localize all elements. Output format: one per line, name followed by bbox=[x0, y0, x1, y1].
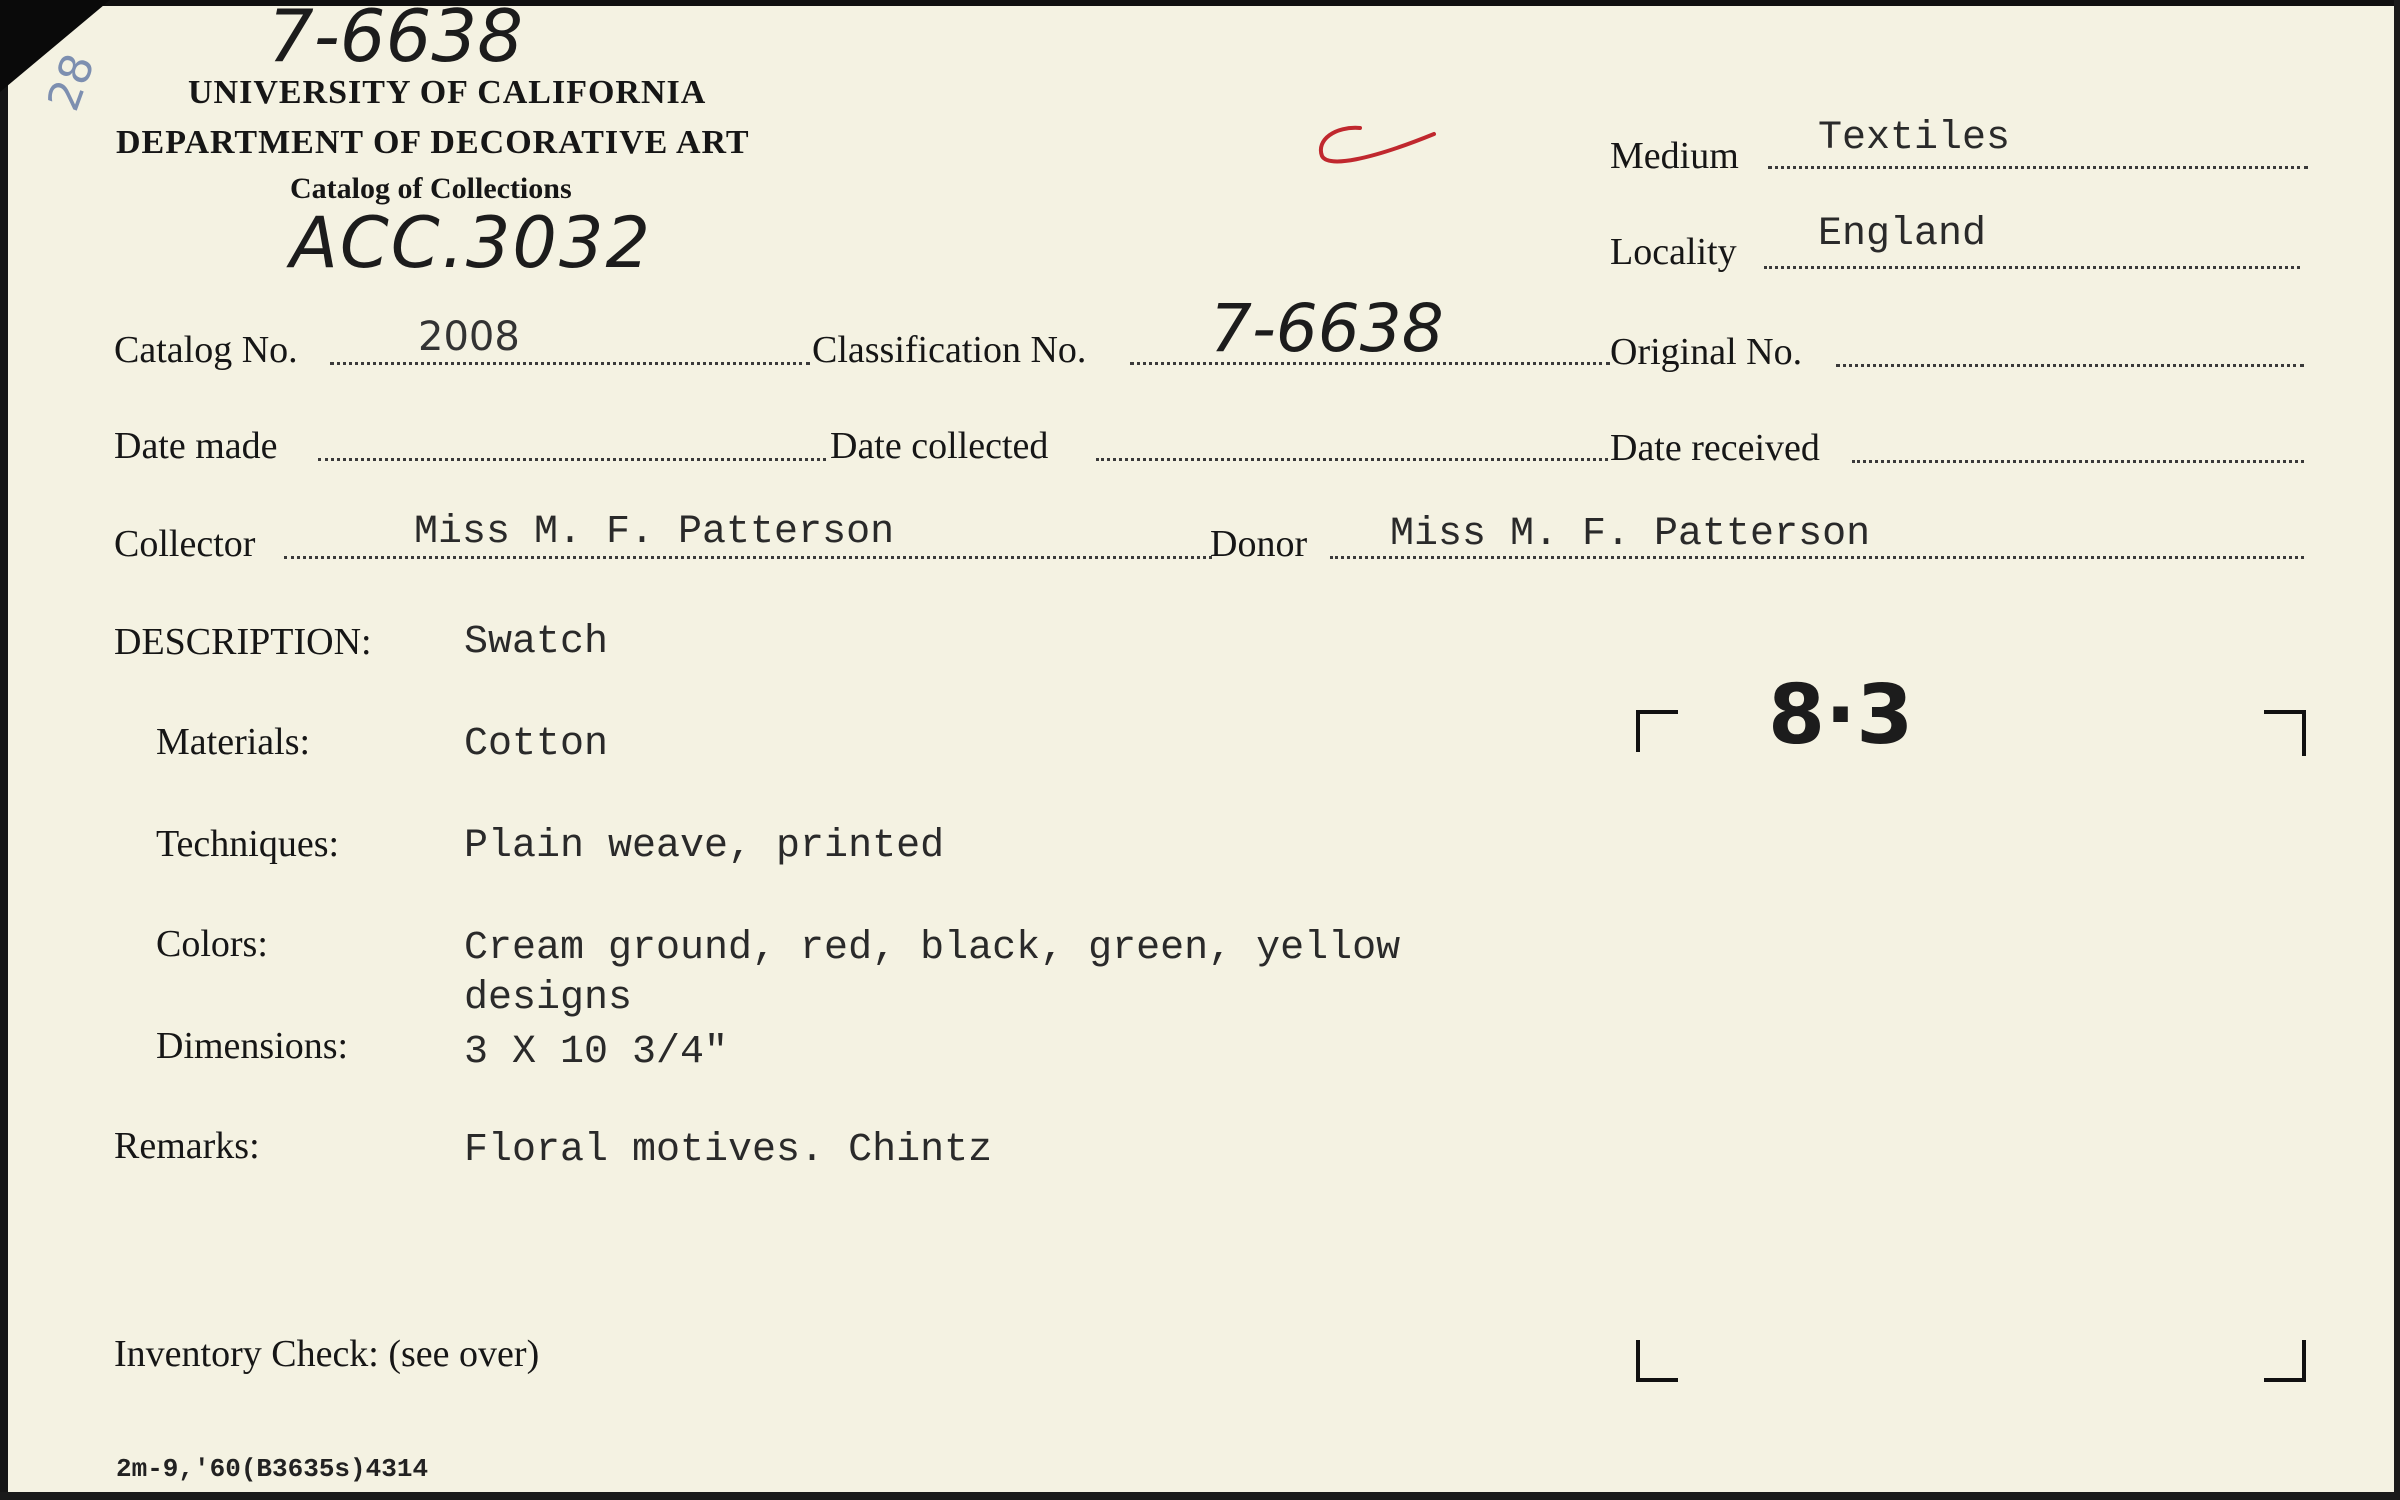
materials-value: Cotton bbox=[464, 722, 609, 767]
date-received-line bbox=[1852, 460, 2304, 463]
handwritten-side-number: 28 bbox=[38, 47, 106, 118]
card-edge-left bbox=[0, 0, 8, 1500]
techniques-label: Techniques: bbox=[156, 823, 340, 865]
date-received-label: Date received bbox=[1610, 427, 1820, 469]
dimensions-value: 3 X 10 3/4" bbox=[464, 1030, 729, 1075]
collector-label: Collector bbox=[114, 523, 256, 565]
original-no-line bbox=[1836, 364, 2304, 367]
description-value: Swatch bbox=[464, 620, 609, 665]
description-label: DESCRIPTION: bbox=[114, 621, 372, 663]
card-edge-right bbox=[2394, 0, 2400, 1500]
classification-no-value: 7-6638 bbox=[1210, 290, 1444, 367]
catalog-no-line bbox=[330, 362, 810, 365]
original-no-label: Original No. bbox=[1610, 331, 1803, 373]
date-collected-line bbox=[1096, 458, 1608, 461]
header-university: UNIVERSITY OF CALIFORNIA bbox=[188, 74, 707, 111]
date-made-label: Date made bbox=[114, 425, 278, 467]
classification-no-label: Classification No. bbox=[812, 329, 1087, 371]
date-made-line bbox=[318, 458, 826, 461]
colors-value-line1: Cream ground, red, black, green, yellow bbox=[464, 926, 1401, 971]
materials-label: Materials: bbox=[156, 721, 311, 763]
medium-value: Textiles bbox=[1818, 116, 2011, 161]
handwritten-bracket-number: 8·3 bbox=[1768, 668, 1914, 763]
collector-value: Miss M. F. Patterson bbox=[414, 510, 895, 555]
medium-line bbox=[1768, 166, 2308, 169]
red-check-mark bbox=[1310, 118, 1440, 183]
bracket-top-left bbox=[1636, 710, 1678, 752]
colors-value-line2: designs bbox=[464, 976, 633, 1021]
bracket-top-right bbox=[2264, 710, 2306, 756]
header-catalog: Catalog of Collections bbox=[290, 172, 572, 205]
date-collected-label: Date collected bbox=[830, 425, 1049, 467]
collector-line bbox=[284, 556, 1212, 559]
bracket-bottom-left bbox=[1636, 1340, 1678, 1382]
header-department: DEPARTMENT OF DECORATIVE ART bbox=[116, 124, 750, 161]
print-code: 2m-9,'60(B3635s)4314 bbox=[116, 1454, 429, 1484]
locality-label: Locality bbox=[1610, 231, 1737, 273]
remarks-value: Floral motives. Chintz bbox=[464, 1128, 993, 1173]
card-edge-bottom bbox=[0, 1492, 2400, 1500]
handwritten-top-number: 7-6638 bbox=[268, 0, 524, 78]
donor-label: Donor bbox=[1210, 523, 1308, 565]
bracket-bottom-right bbox=[2264, 1340, 2306, 1382]
techniques-value: Plain weave, printed bbox=[464, 824, 945, 869]
medium-label: Medium bbox=[1610, 135, 1739, 177]
donor-value: Miss M. F. Patterson bbox=[1390, 512, 1871, 557]
locality-value: England bbox=[1818, 212, 1987, 257]
inventory-check-label: Inventory Check: (see over) bbox=[114, 1333, 540, 1375]
handwritten-acc-number: ACC.3032 bbox=[290, 202, 653, 284]
catalog-no-label: Catalog No. bbox=[114, 329, 298, 371]
locality-line bbox=[1764, 266, 2300, 269]
dimensions-label: Dimensions: bbox=[156, 1025, 349, 1067]
colors-label: Colors: bbox=[156, 923, 268, 965]
remarks-label: Remarks: bbox=[114, 1125, 260, 1167]
catalog-no-value: 2008 bbox=[418, 314, 520, 360]
